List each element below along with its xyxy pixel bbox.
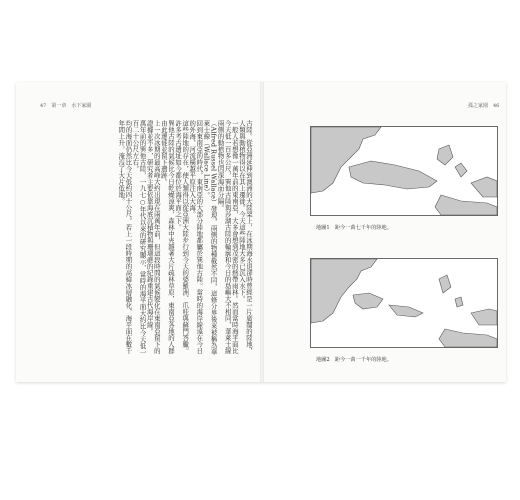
paragraph-3: （Alfred Russel Wallace）發現，兩側的物種截然不同，這條分界後來被稱為華萊士線（Wallace Line）。 — [202, 120, 218, 356]
paragraph-2: 一般人若想像一萬年前的東南亞，大多會想到茂密的熱帶雨林。然而當時海平面比今天低一百多公尺，巽他古陸與莎湖古陸的輪廓和今日的島嶼大不相同，華萊士線兩側的動植物也因深海而分隔。 — [216, 120, 239, 354]
book-spread — [16, 82, 506, 382]
map-2-caption: 地圖2 距今一萬一千年的陸地。 — [316, 357, 392, 363]
paragraph-8: 萬年前的巽他古陸，一九七○年代以來的研究顯示，當時的海平面大約比今天低一百二十公尺左右。 — [131, 120, 147, 356]
map-2-graphic — [311, 259, 497, 347]
map-1-caption: 地圖1 距今一萬七千年的陸地。 — [316, 225, 392, 231]
map-1-graphic — [311, 127, 497, 215]
map-2 — [310, 258, 498, 348]
paragraph-4: 回到東南亞的時代，東南亞的大部分陸地都屬於巽他古陸。當時的海岸線遠在今日的外海，河流橫越平原注入大海。 — [188, 120, 204, 354]
paragraph-9: 均的海面仍然比今天低約四十公尺。若上一段時期的高緯冰層融化，海平面在數千年間上升，淹沒了大片低地。 — [117, 120, 133, 354]
paragraph-6: 巽他古陸的氣候比今日乾燥涼爽，森林中夾雜著大片疏林草原，東南亞各地的人群由此遷徙並留下遺跡。 — [159, 120, 175, 354]
body-text-column — [40, 120, 252, 358]
paragraph-7: 上一次冰期的最高峰大約出現在兩萬年前，但這段時間的氣候變化在東南亞留下的證據並不多，研究者主要依靠海底沉積物與珊瑚礁的紀錄重建古代海岸線。 — [145, 120, 161, 354]
left-page-header: 47 第一章 水下家園 — [40, 103, 92, 109]
page-gutter — [260, 82, 264, 382]
paragraph-1: 古陸。從亞洲延伸到澳洲的大陸架上，在冰期海水退卻時曾經是一片廣闊的陸地，人類與動植物得以在其上遷徙。今天這些陸地大多已沉入水下。 — [237, 120, 253, 354]
paragraph-5: 這些陸地的存在，使人類得以從亞洲大陸步行到今天的婆羅洲、爪哇與蘇門答臘。許多考古遺址如今都位於海平面之下。 — [174, 120, 190, 354]
right-page-header: 孤之家園 46 — [468, 103, 500, 109]
map-1 — [310, 126, 498, 216]
